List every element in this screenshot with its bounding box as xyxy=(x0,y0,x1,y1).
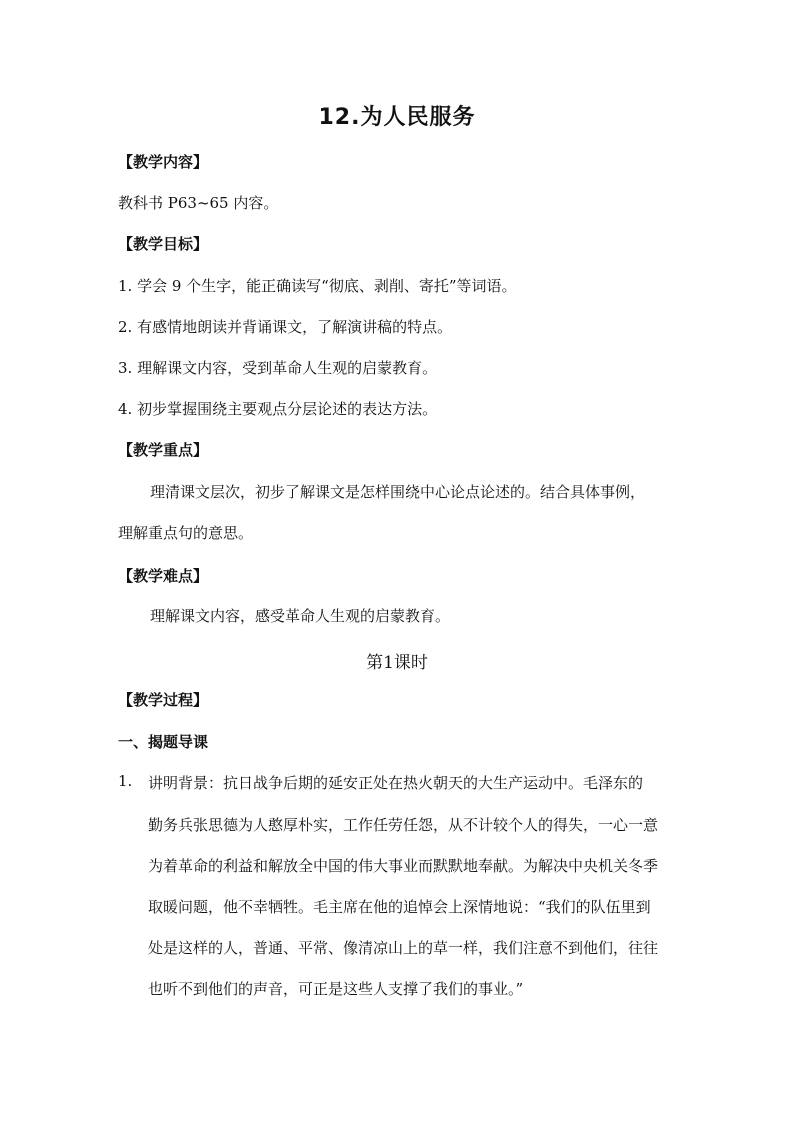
lesson-label: 第1课时 xyxy=(366,653,428,673)
key-points-line-1: 理清课文层次，初步了解课文是怎样围绕中心论点论述的。结合具体事例， xyxy=(150,483,646,501)
page-title: 12.为人民服务 xyxy=(318,105,476,130)
goal-item-2: 2. 有感情地朗读并背诵课文，了解演讲稿的特点。 xyxy=(118,318,453,336)
heading-teaching-process: 【教学过程】 xyxy=(118,691,209,709)
key-points-line-2: 理解重点句的意思。 xyxy=(118,524,254,542)
process-line-3: 为着革命的利益和解放全中国的伟大事业而默默地奉献。为解决中央机关冬季 xyxy=(148,857,659,875)
heading-difficulties: 【教学难点】 xyxy=(118,567,209,585)
process-line-5: 处是这样的人，普通、平常、像清凉山上的草一样，我们注意不到他们，往往 xyxy=(148,939,659,957)
difficulties-text: 理解课文内容，感受革命人生观的启蒙教育。 xyxy=(150,607,451,625)
heading-teaching-goals: 【教学目标】 xyxy=(118,235,209,253)
process-line-1: 讲明背景：抗日战争后期的延安正处在热火朝天的大生产运动中。毛泽东的 xyxy=(148,774,644,792)
teaching-content-text: 教科书 P63~65 内容。 xyxy=(118,194,279,212)
process-line-2: 勤务兵张思德为人憨厚朴实，工作任劳任怨，从不计较个人的得失，一心一意 xyxy=(148,816,659,834)
heading-key-points: 【教学重点】 xyxy=(118,441,209,459)
goal-item-3: 3. 理解课文内容，受到革命人生观的启蒙教育。 xyxy=(118,359,438,377)
process-line-4: 取暖问题，他不幸牺牲。毛主席在他的追悼会上深情地说：“我们的队伍里到 xyxy=(148,898,651,916)
heading-teaching-content: 【教学内容】 xyxy=(118,153,209,171)
section-title-intro: 一、揭题导课 xyxy=(118,733,209,751)
process-line-6: 也听不到他们的声音，可正是这些人支撑了我们的事业。” xyxy=(148,980,524,998)
process-item-number: 1. xyxy=(118,772,133,790)
goal-item-1: 1. 学会 9 个生字，能正确读写“彻底、剥削、寄托”等词语。 xyxy=(118,277,517,295)
goal-item-4: 4. 初步掌握围绕主要观点分层论述的表达方法。 xyxy=(118,400,438,418)
